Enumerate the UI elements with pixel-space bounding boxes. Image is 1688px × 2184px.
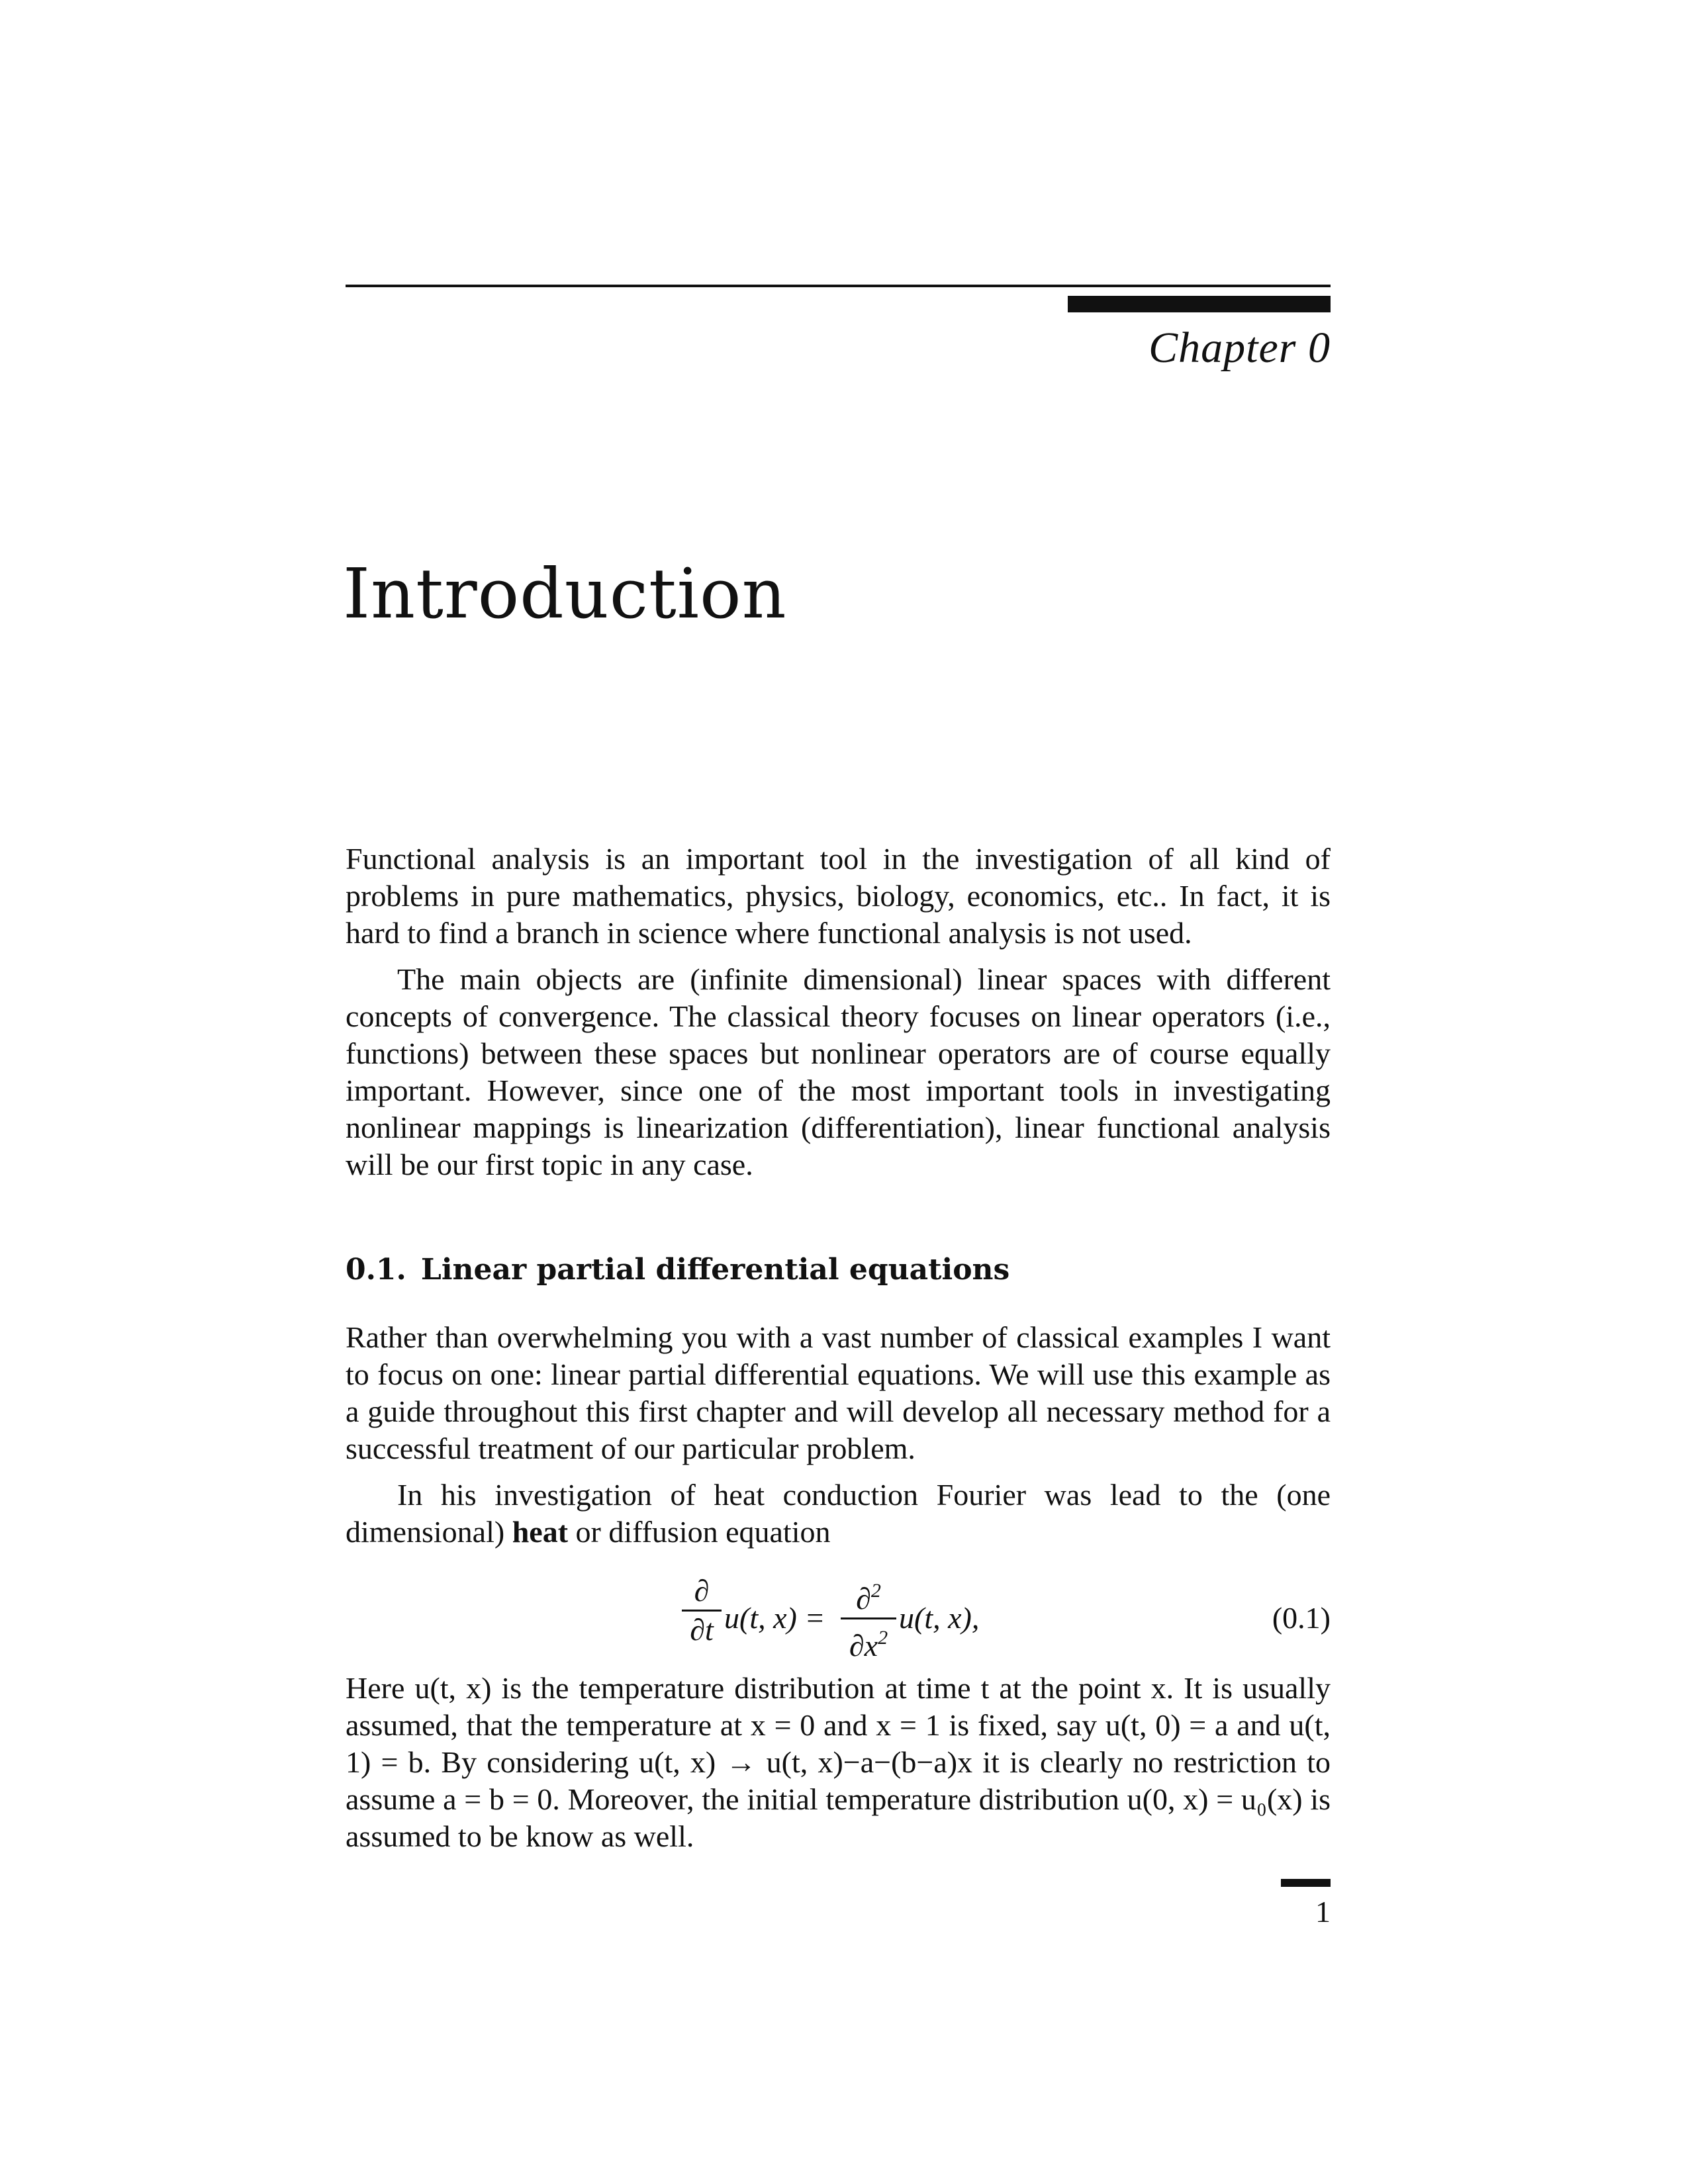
equation-number: (0.1) xyxy=(1272,1601,1331,1635)
lhs-fraction-bar xyxy=(682,1610,722,1612)
section-title-text: Linear partial differential equations xyxy=(420,1253,1010,1287)
paragraph-5: Here u(t, x) is the temperature distribution at time t at the point x. It is usually assumed, that the temperature at x = 0 and x = 1 is fixed, say u(t, 0) = a and u(t, 1) = b. By considering u(t, x) → u(t, x)−a−(b−a)x it is clearly no restriction to assume a = b = 0. Moreover, the initial temperature distribution u(0, x) = u₀(x) is assumed to be know as well. xyxy=(346,1671,1331,1853)
chapter-title: Introduction xyxy=(343,553,787,634)
lhs-fraction xyxy=(682,1574,722,1647)
footer-rule xyxy=(1281,1879,1331,1887)
lhs-denominator: ∂t xyxy=(690,1613,714,1647)
intro-text xyxy=(346,841,1331,1183)
section-number: 0.1. xyxy=(346,1253,406,1287)
closing-text xyxy=(346,1670,1331,1855)
paragraph-4-end: or diffusion equation xyxy=(575,1515,831,1549)
body-text xyxy=(346,1319,1331,1551)
rhs-fraction xyxy=(841,1574,896,1663)
paragraph-1: Functional analysis is an important tool in the investigation of all kind of problems in pure mathematics, physics, biology, economics, etc.. In fact, it is hard to find a branch in science where functional analysis is not used. xyxy=(346,842,1331,950)
section-heading xyxy=(346,1253,1009,1287)
header-rule-thin xyxy=(346,285,1331,287)
paragraph-4 xyxy=(346,1477,1331,1551)
rhs-denominator: $\partial x^2$ xyxy=(849,1627,888,1662)
paragraph-2: The main objects are (infinite dimensional) linear spaces with different concepts of convergence. The classical theory focuses on linear operators (i.e., functions) between these spaces but nonlinear operators are of course equally important. However, since one of the most important tools in investigating nonlinear mappings is linearization (differentiation), linear functional analysis will be our first topic in any case. xyxy=(346,962,1331,1181)
rhs-function: u(t, x), xyxy=(899,1601,980,1635)
heat-equation xyxy=(682,1574,1066,1666)
page-number: 1 xyxy=(1315,1895,1331,1929)
paragraph-3: Rather than overwhelming you with a vast number of classical examples I want to focus on one: linear partial differential equations. We will use this example as a guide throughout this first chapter and will develop all necessary method for a successful treatment of our particular problem. xyxy=(346,1320,1331,1465)
chapter-label: Chapter 0 xyxy=(1149,324,1331,372)
lhs-function: u(t, x) = xyxy=(724,1601,825,1635)
rhs-numerator: ∂$^2$ xyxy=(856,1580,881,1615)
paragraph-4-start: In his investigation of heat conduction Fourier was lead to the (one dimensional) xyxy=(346,1478,1331,1549)
rhs-fraction-bar xyxy=(841,1617,896,1619)
lhs-numerator: ∂ xyxy=(694,1574,710,1608)
header-rule-thick xyxy=(1068,296,1331,312)
heat-bold-term: heat xyxy=(512,1515,569,1549)
